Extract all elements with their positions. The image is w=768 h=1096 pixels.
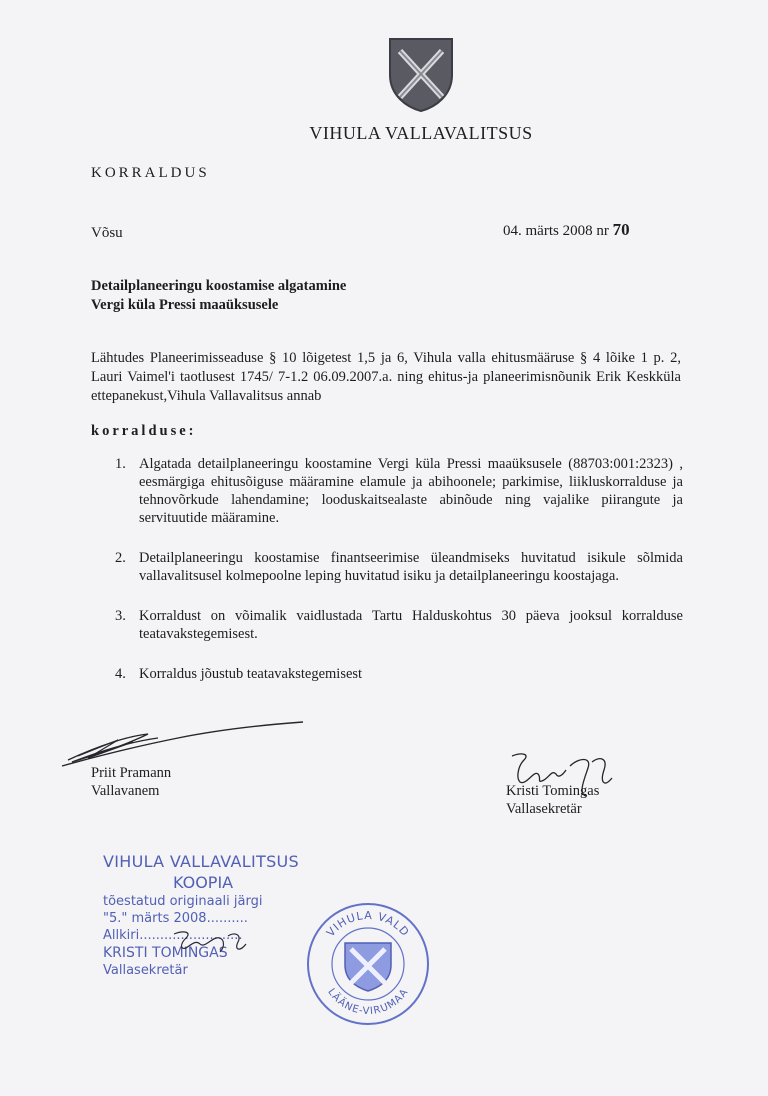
official-seal-icon [305, 901, 431, 1027]
stamp-title: VIHULA VALLAVALITSUS [103, 852, 299, 871]
coat-of-arms-icon [388, 37, 454, 113]
signer-left-title: Vallavanem [91, 783, 160, 799]
stamp-date-line: "5." märts 2008.......... [103, 911, 248, 926]
seal-top-text: VIHULA VALD [323, 908, 412, 940]
signer-right-title: Vallasekretär [506, 801, 582, 817]
item-number: 2. [115, 550, 126, 566]
item-number: 1. [115, 456, 126, 472]
subject [91, 277, 346, 315]
date-line [503, 220, 630, 240]
signer-right-name: Kristi Tomingas [506, 783, 600, 799]
place: Võsu [91, 225, 123, 241]
item-text: Korraldus jõustub teatavakstegemisest [139, 666, 363, 682]
list-item [91, 549, 683, 585]
signer-left-name: Priit Pramann [91, 765, 172, 781]
document-date: 04. märts 2008 nr [503, 223, 609, 239]
stamp-signature-icon [170, 928, 250, 956]
item-text: Algatada detailplaneeringu koostamine Vergi küla Pressi maaüksusele (88703:001:2323) , eesmärgiga ehitusõiguse määramine elamule ja abihoonele; parkimise, liikluskorralduse ja tehnovõrkude lahendamine; looduskaitsealaste abinõude ning vajalike piirangute ja servituutide määramine. [139, 456, 683, 526]
intro-paragraph: Lähtudes Planeerimisseaduse § 10 lõigetest 1,5 ja 6, Vihula valla ehitusmääruse § 4 lõike 1 p. 2, Lauri Vaimel'i taotlusest 1745/ 7-1.2 06.09.2007.a. ning ehitus-ja planeerimisnõunik Erik Keskküla ettepanekust,Vihula Vallavalitsus annab [91, 350, 681, 404]
decision-heading: korralduse: [91, 423, 197, 439]
list-item [91, 665, 683, 683]
stamp-copy-label: KOOPIA [173, 873, 234, 892]
stamp-name: KRISTI TOMINGAS [103, 945, 228, 961]
item-text: Detailplaneeringu koostamise finantseerimise üleandmiseks huvitatud isikule sõlmida vallavalitsusel kolmepoolne leping huvitatud isiku ja detailplaneeringu koostajaga. [139, 550, 683, 584]
item-number: 4. [115, 666, 126, 682]
item-number: 3. [115, 608, 126, 624]
document-number: 70 [612, 220, 630, 239]
stamp-certified: tõestatud originaali järgi [103, 894, 263, 909]
document-type: KORRALDUS [91, 165, 210, 181]
list-item [91, 455, 683, 527]
stamp-role: Vallasekretär [103, 963, 188, 978]
seal-bottom-text: LÄÄNE-VIRUMAA [325, 986, 411, 1018]
signer-right [506, 782, 599, 818]
stamp-date: "5." märts 2008 [103, 911, 207, 926]
copy-stamp [103, 852, 299, 978]
stamp-signature-label: Allkiri [103, 928, 140, 943]
decision-list [91, 455, 683, 683]
signer-left [91, 764, 171, 800]
organization-title: VIHULA VALLAVALITSUS [309, 123, 533, 143]
subject-line-2: Vergi küla Pressi maaüksusele [91, 297, 279, 313]
item-text: Korraldust on võimalik vaidlustada Tartu Halduskohtus 30 päeva jooksul korralduse teatavakstegemisest. [139, 608, 683, 642]
stamp-signature-line: Allkiri......................... [103, 928, 243, 943]
list-item [91, 607, 683, 643]
subject-line-1: Detailplaneeringu koostamise algatamine [91, 278, 347, 294]
